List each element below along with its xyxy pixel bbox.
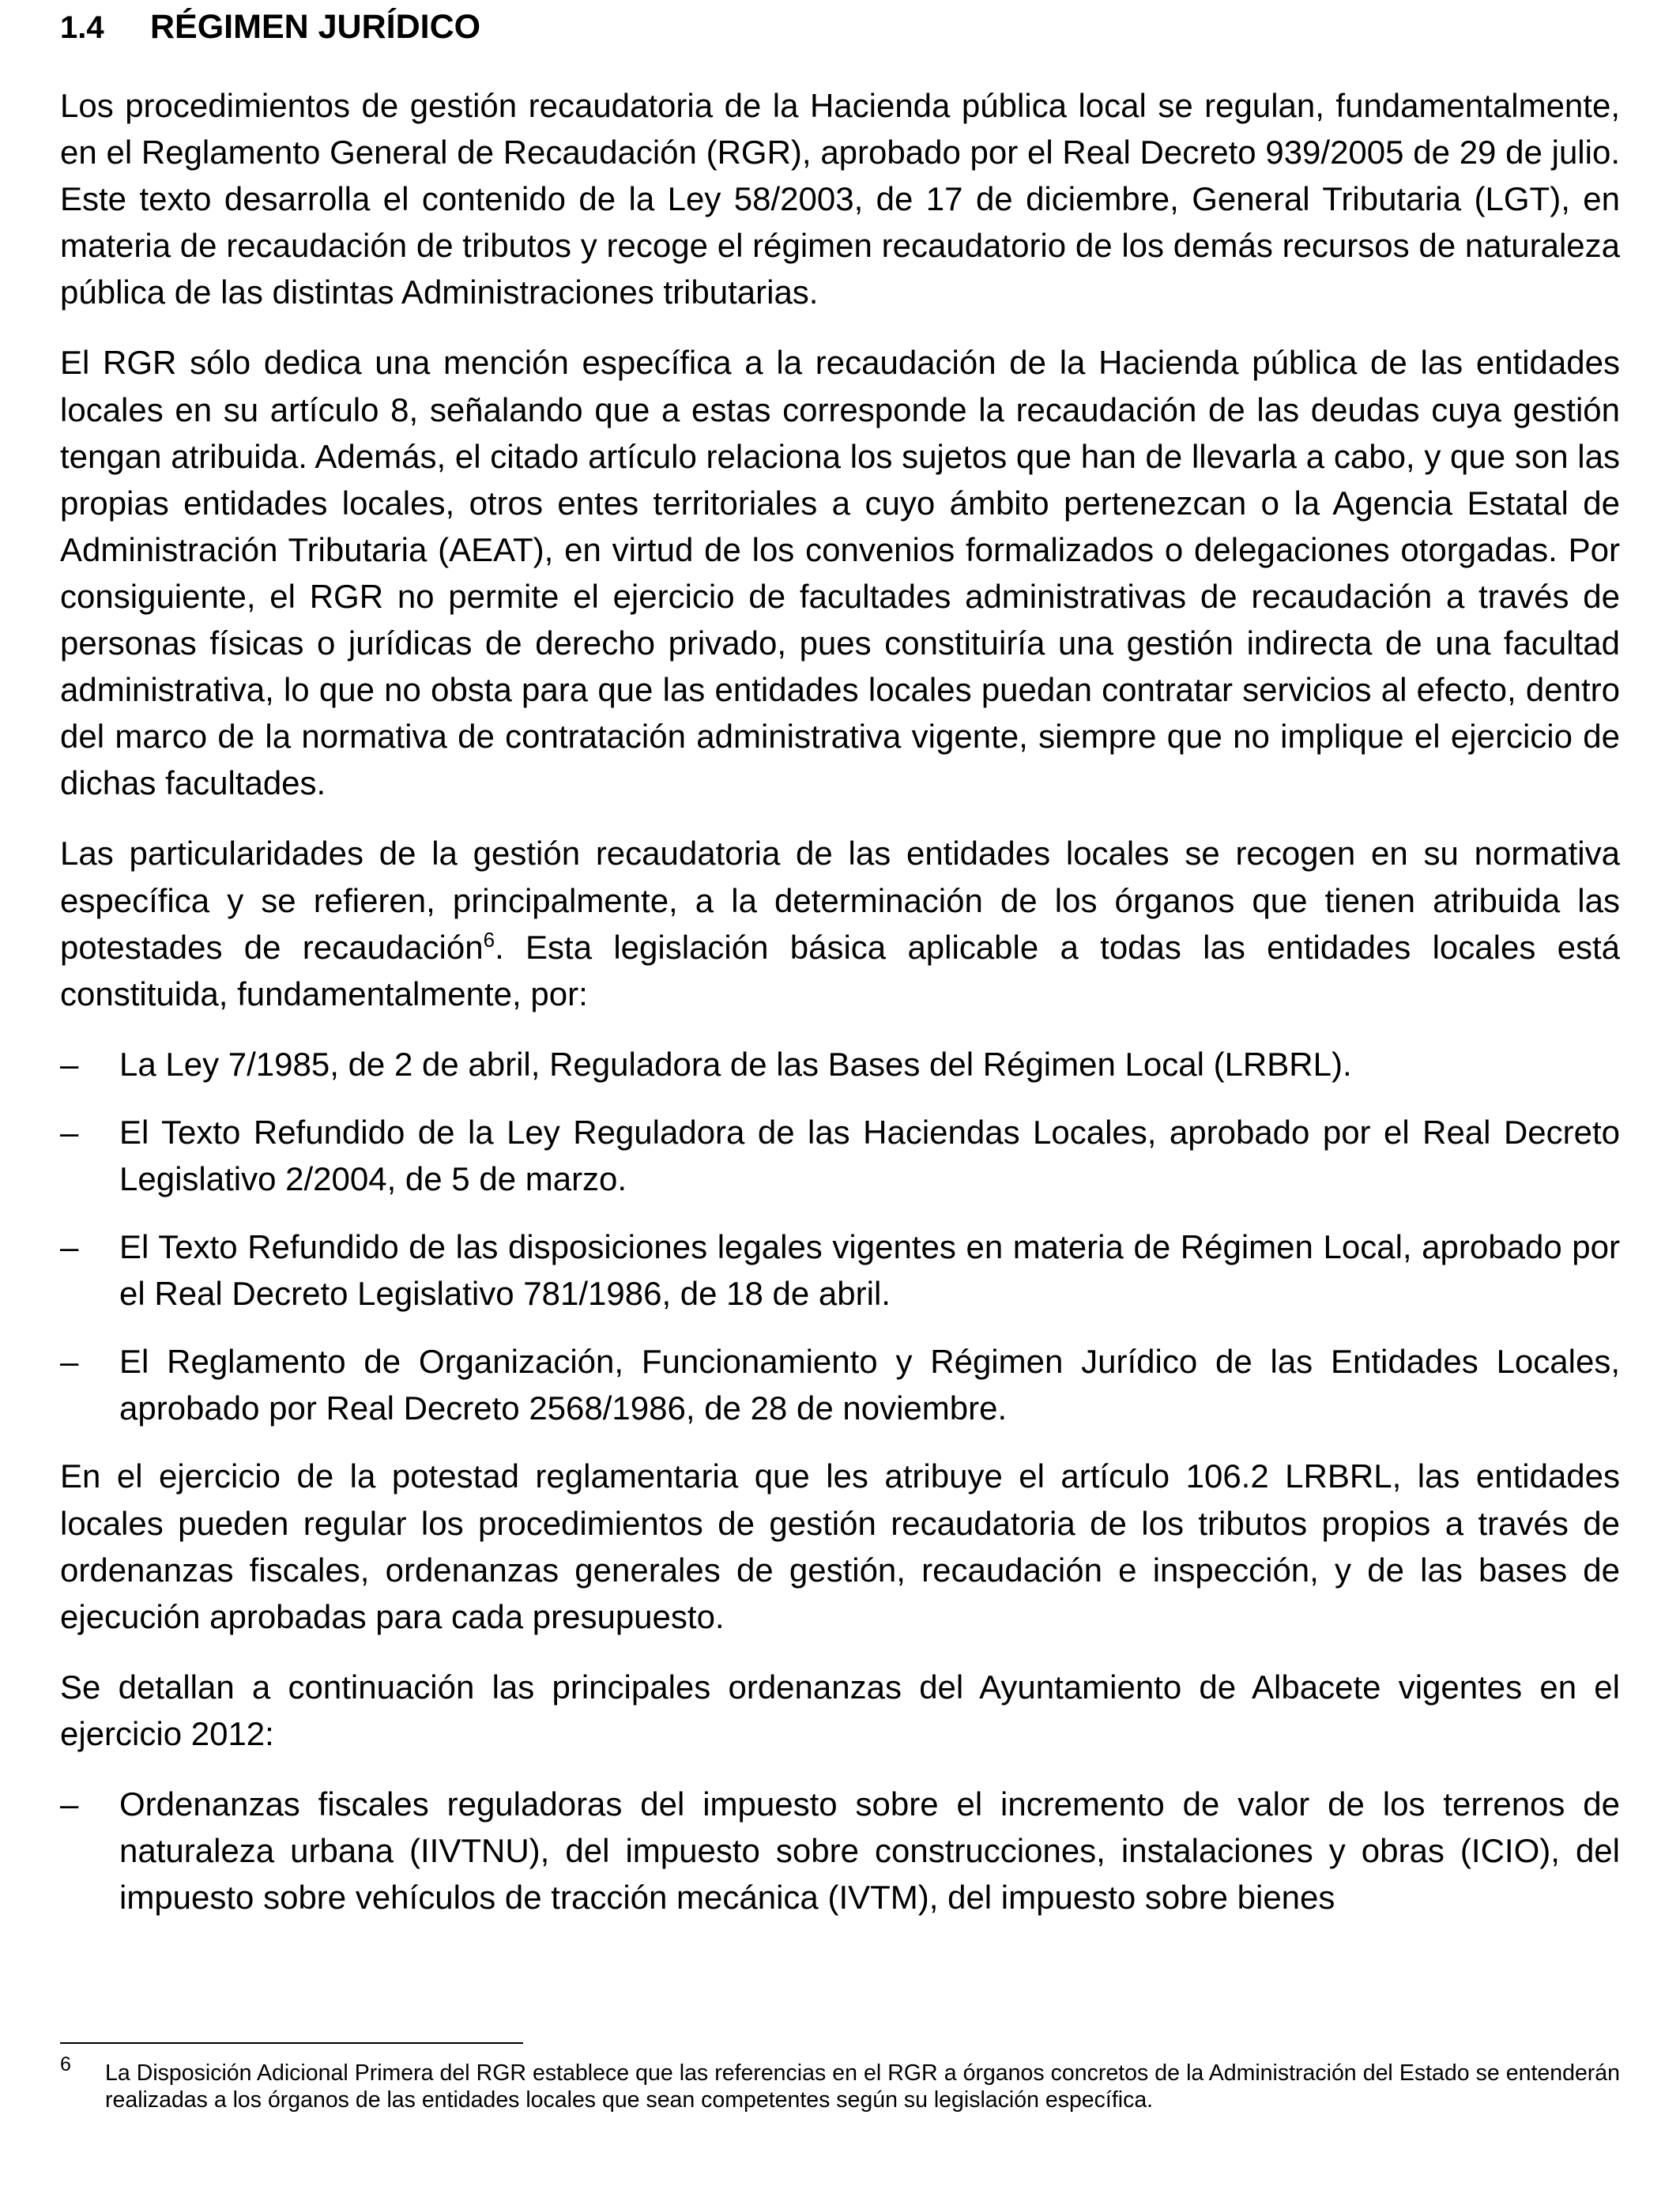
- list-item-text: El Texto Refundido de las disposiciones legales vigentes en materia de Régimen Local, aprobado por el Real Decreto Legislativo 781/1986, de 18 de abril.: [119, 1228, 1620, 1313]
- list-item: [60, 1109, 1620, 1202]
- list-item: [60, 1041, 1620, 1088]
- footnote: [60, 2053, 1620, 2113]
- dash-bullet: –: [60, 1343, 79, 1381]
- section-title: RÉGIMEN JURÍDICO: [150, 8, 481, 46]
- document-body: [60, 82, 1620, 1942]
- paragraph-rgr-intro: Los procedimientos de gestión recaudatoria de la Hacienda pública local se regulan, fundamentalmente, en el Reglamento General de Recaudación (RGR), aprobado por el Real Decreto 939/2005 de 29 de julio. Este texto desarrolla el contenido de la Ley 58/2003, de 17 de diciembre, General Tributaria (LGT), en materia de recaudación de tributos y recoge el régimen recaudatorio de los demás recursos de naturaleza pública de las distintas Administraciones tributarias.: [60, 87, 1620, 311]
- paragraph-local-particularities: [60, 830, 1620, 1016]
- paragraph-ordinances-intro: Se detallan a continuación las principales ordenanzas del Ayuntamiento de Albacete vigentes en el ejercicio 2012:: [60, 1668, 1620, 1752]
- legislation-list: [60, 1041, 1620, 1432]
- list-item-text: El Reglamento de Organización, Funcionamiento y Régimen Jurídico de las Entidades Locales, aprobado por Real Decreto 2568/1986, de 28 de noviembre.: [119, 1343, 1620, 1427]
- footnote-reference: 6: [483, 927, 495, 952]
- footnote-number: 6: [60, 2053, 71, 2075]
- section-heading: [60, 6, 480, 48]
- dash-bullet: –: [60, 1113, 79, 1151]
- paragraph-text: . Esta legislación básica aplicable a todas las entidades locales está constituida, fundamentalmente, por:: [60, 928, 1620, 1012]
- list-item-text: La Ley 7/1985, de 2 de abril, Reguladora de las Bases del Régimen Local (LRBRL).: [119, 1045, 1352, 1083]
- footnote-text: La Disposición Adicional Primera del RGR establece que las referencias en el RGR a órganos concretos de la Administración del Estado se entenderán realizadas a los órganos de las entidades locales que sean competentes según su legislación específica.: [105, 2060, 1620, 2113]
- list-item: [60, 1781, 1620, 1921]
- paragraph-regulatory-power: En el ejercicio de la potestad reglamentaria que les atribuye el artículo 106.2 LRBRL, las entidades locales pueden regular los procedimientos de gestión recaudatoria de los tributos propios a través de ordenanzas fiscales, ordenanzas generales de gestión, recaudación e inspección, y de las bases de ejecución aprobadas para cada presupuesto.: [60, 1457, 1620, 1635]
- list-item: [60, 1223, 1620, 1317]
- list-item-text: El Texto Refundido de la Ley Reguladora de las Haciendas Locales, aprobado por el Real Decreto Legislativo 2/2004, de 5 de marzo.: [119, 1113, 1620, 1197]
- ordinance-list: [60, 1781, 1620, 1921]
- paragraph-text: Las particularidades de la gestión recaudatoria de las entidades locales se recogen en su normativa específica y se refieren, principalmente, a la determinación de los órganos que tienen atribuida las potestades de recaudación: [60, 835, 1620, 966]
- section-number: 1.4: [60, 10, 104, 45]
- footnote-separator: [60, 2042, 523, 2044]
- list-item: [60, 1338, 1620, 1431]
- dash-bullet: –: [60, 1785, 79, 1823]
- dash-bullet: –: [60, 1045, 79, 1083]
- list-item-text: Ordenanzas fiscales reguladoras del impuesto sobre el incremento de valor de los terrenos de naturaleza urbana (IIVTNU), del impuesto sobre construcciones, instalaciones y obras (ICIO), del impuesto sobre vehículos de tracción mecánica (IVTM), del impuesto sobre bienes: [119, 1785, 1620, 1917]
- dash-bullet: –: [60, 1228, 79, 1266]
- paragraph-rgr-article-8: El RGR sólo dedica una mención específica a la recaudación de la Hacienda pública de las entidades locales en su artículo 8, señalando que a estas corresponde la recaudación de las deudas cuya gestión tengan atribuida. Además, el citado artículo relaciona los sujetos que han de llevarla a cabo, y que son las propias entidades locales, otros entes territoriales a cuyo ámbito pertenezcan o la Agencia Estatal de Administración Tributaria (AEAT), en virtud de los convenios formalizados o delegaciones otorgadas. Por consiguiente, el RGR no permite el ejercicio de facultades administrativas de recaudación a través de personas físicas o jurídicas de derecho privado, pues constituiría una gestión indirecta de una facultad administrativa, lo que no obsta para que las entidades locales puedan contratar servicios al efecto, dentro del marco de la normativa de contratación administrativa vigente, siempre que no implique el ejercicio de dichas facultades.: [60, 344, 1620, 802]
